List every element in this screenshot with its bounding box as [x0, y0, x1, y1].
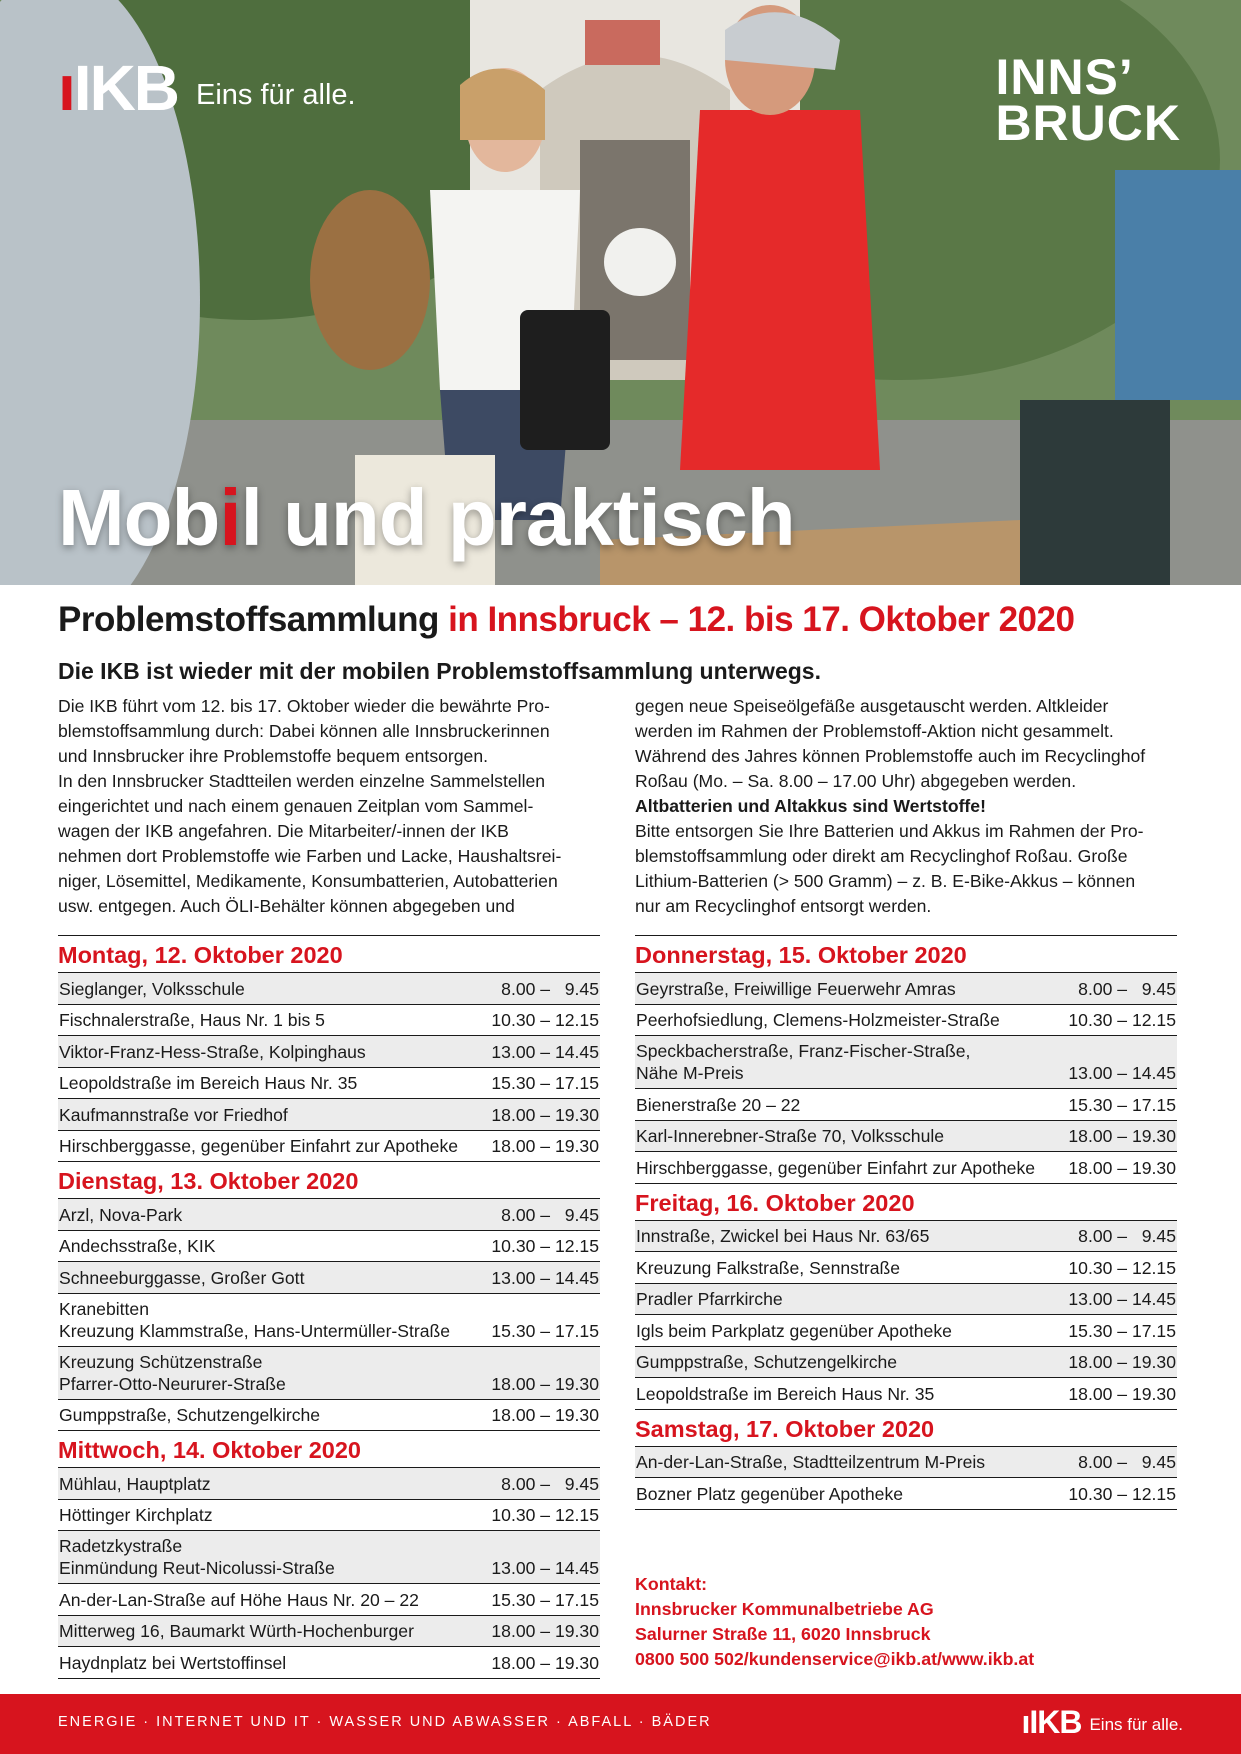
schedule-day-title: Mittwoch, 14. Oktober 2020 — [58, 1431, 600, 1468]
footer-logo-text: IKB — [1029, 1704, 1082, 1740]
schedule-location-line: Arzl, Nova-Park — [59, 1204, 183, 1225]
schedule-location-line: Hirschberggasse, gegenüber Einfahrt zur Apotheke — [636, 1157, 1036, 1178]
schedule-time: 18.00 – 19.30 — [1068, 1126, 1176, 1146]
schedule-location-line: Gumppstraße, Schutzengelkirche — [636, 1352, 898, 1372]
schedule-location — [635, 1479, 903, 1505]
schedule-row — [58, 1468, 600, 1500]
schedule-time: 18.00 – 19.30 — [491, 1136, 599, 1156]
schedule-row — [635, 1315, 1177, 1347]
schedule-day-title: Montag, 12. Oktober 2020 — [58, 936, 600, 973]
intro-line: Die IKB führt vom 12. bis 17. Oktober wieder die bewährte Pro- — [58, 696, 550, 716]
intro-line: eingerichtet und nach einem genauen Zeitplan vom Sammel- — [58, 796, 534, 816]
schedule-time: 8.00 – 9.45 — [1078, 1226, 1176, 1246]
schedule-location-line: Geyrstraße, Freiwillige Feuerwehr Amras — [636, 978, 956, 999]
schedule-row — [58, 1647, 600, 1679]
schedule-location-line: Innstraße, Zwickel bei Haus Nr. 63/65 — [636, 1226, 930, 1246]
schedule-time: 15.30 – 17.15 — [491, 1073, 599, 1093]
schedule-row — [58, 1068, 600, 1100]
intro-line: usw. entgegen. Auch ÖLI-Behälter können abgegeben und — [58, 896, 515, 916]
schedule-location-line: Gumppstraße, Schutzengelkirche — [59, 1405, 321, 1425]
hero-title-part1: Mob — [58, 473, 220, 562]
schedule-row — [58, 1036, 600, 1068]
schedule-location-line: An-der-Lan-Straße auf Höhe Haus Nr. 20 – 22 — [59, 1589, 419, 1610]
schedule-row — [635, 1089, 1177, 1121]
intro-text-left — [58, 694, 598, 919]
schedule-location-line: Bienerstraße 20 – 22 — [636, 1094, 801, 1115]
schedule-location-line: Bozner Platz gegenüber Apotheke — [636, 1483, 904, 1504]
schedule-location — [58, 1500, 213, 1526]
schedule-time: 8.00 – 9.45 — [1078, 1452, 1176, 1472]
schedule-location — [635, 1316, 952, 1342]
schedule-time: 13.00 – 14.45 — [491, 1041, 599, 1062]
schedule-location — [58, 1294, 450, 1342]
schedule-location-line: Pradler Pfarrkirche — [636, 1289, 783, 1309]
innsbruck-logo-line2: BRUCK — [995, 95, 1181, 151]
schedule-location — [58, 1068, 357, 1094]
schedule-day — [58, 1431, 600, 1679]
schedule-time: 10.30 – 12.15 — [491, 1236, 599, 1256]
schedule-time: 18.00 – 19.30 — [1068, 1352, 1176, 1372]
ikb-logo-mark — [58, 52, 178, 124]
schedule-time: 13.00 – 14.45 — [1068, 1289, 1176, 1309]
schedule-row — [58, 1099, 600, 1131]
schedule-column-right — [635, 935, 1177, 1510]
schedule-location — [635, 1005, 1000, 1031]
schedule-row — [58, 1500, 600, 1532]
schedule-column-left — [58, 935, 600, 1679]
schedule-location-line: An-der-Lan-Straße, Stadtteilzentrum M-Preis — [636, 1452, 986, 1472]
schedule-location — [635, 1090, 800, 1116]
page-headline — [58, 600, 1074, 640]
schedule-day-title: Dienstag, 13. Oktober 2020 — [58, 1162, 600, 1199]
schedule-row — [58, 1584, 600, 1616]
schedule-time: 18.00 – 19.30 — [491, 1621, 599, 1641]
intro-line: blemstoffsammlung oder direkt am Recyclinghof Roßau. Große — [635, 846, 1128, 866]
schedule-location — [58, 1469, 211, 1495]
schedule-row — [58, 1262, 600, 1294]
schedule-location — [58, 1131, 458, 1157]
schedule-location — [635, 974, 956, 1000]
schedule-row — [635, 1347, 1177, 1379]
schedule-time: 18.00 – 19.30 — [1068, 1383, 1176, 1404]
footer-ikb-logo — [1021, 1706, 1183, 1738]
schedule-day-title: Samstag, 17. Oktober 2020 — [635, 1410, 1177, 1447]
ikb-logo-text: IKB — [73, 52, 178, 124]
innsbruck-logo — [995, 49, 1181, 151]
schedule-row — [58, 973, 600, 1005]
schedule-row — [635, 1036, 1177, 1089]
schedule-row — [58, 1347, 600, 1400]
ikb-logo-red-mark: ı — [58, 52, 74, 124]
schedule-time: 15.30 – 17.15 — [491, 1320, 599, 1341]
contact-company: Innsbrucker Kommunalbetriebe AG — [635, 1599, 934, 1619]
schedule-time: 18.00 – 19.30 — [1068, 1157, 1176, 1178]
footer-bar — [0, 1694, 1241, 1754]
schedule-location-line: Leopoldstraße im Bereich Haus Nr. 35 — [59, 1073, 358, 1093]
intro-line: und Innsbrucker ihre Problemstoffe bequem entsorgen. — [58, 746, 488, 766]
schedule-location-line: Viktor-Franz-Hess-Straße, Kolpinghaus — [59, 1041, 366, 1062]
schedule-time: 8.00 – 9.45 — [501, 1204, 599, 1225]
schedule-location — [58, 1616, 414, 1642]
schedule-location — [635, 1153, 1035, 1179]
schedule-time: 18.00 – 19.30 — [491, 1405, 599, 1425]
schedule-location-line: Mitterweg 16, Baumarkt Würth-Hochenburger — [59, 1621, 414, 1641]
schedule-row — [635, 1284, 1177, 1316]
intro-line: gegen neue Speiseölgefäße ausgetauscht werden. Altkleider — [635, 696, 1109, 716]
schedule-row — [58, 1005, 600, 1037]
schedule-location-line: Sieglanger, Volksschule — [59, 978, 245, 999]
contact-block — [635, 1572, 1034, 1672]
schedule-time: 18.00 – 19.30 — [491, 1373, 599, 1394]
schedule-time: 10.30 – 12.15 — [1068, 1257, 1176, 1278]
intro-line: Bitte entsorgen Sie Ihre Batterien und Akkus im Rahmen der Pro- — [635, 821, 1144, 841]
schedule-location-line: Hirschberggasse, gegenüber Einfahrt zur Apotheke — [59, 1136, 459, 1156]
schedule-day — [635, 935, 1177, 1184]
schedule-location-line: Höttinger Kirchplatz — [59, 1505, 213, 1525]
schedule-location-line: Schneeburggasse, Großer Gott — [59, 1267, 305, 1288]
schedule-row — [58, 1199, 600, 1231]
contact-address: Salurner Straße 11, 6020 Innsbruck — [635, 1624, 931, 1644]
schedule-location-line: Pfarrer-Otto-Neururer-Straße — [59, 1373, 286, 1394]
intro-line: blemstoffsammlung durch: Dabei können alle Innsbruckerinnen — [58, 721, 550, 741]
headline-black: Problemstoffsammlung — [58, 600, 439, 639]
schedule-time: 10.30 – 12.15 — [491, 1010, 599, 1030]
schedule-row — [635, 1005, 1177, 1037]
schedule-time: 8.00 – 9.45 — [501, 1473, 599, 1494]
intro-line: Lithium-Batterien (> 500 Gramm) – z. B. E-Bike-Akkus – können — [635, 871, 1136, 891]
schedule-time: 10.30 – 12.15 — [491, 1505, 599, 1525]
schedule-location-line: Igls beim Parkplatz gegenüber Apotheke — [636, 1320, 952, 1341]
schedule-location — [635, 1447, 985, 1473]
schedule-time: 8.00 – 9.45 — [501, 978, 599, 999]
schedule-location — [635, 1253, 900, 1279]
footer-logo-dot: ı — [1021, 1704, 1030, 1740]
intro-bold-line: Altbatterien und Altakkus sind Wertstoffe! — [635, 796, 986, 816]
footer-slogan: Eins für alle. — [1089, 1715, 1183, 1734]
schedule-location — [635, 1347, 897, 1373]
schedule-day-title: Freitag, 16. Oktober 2020 — [635, 1184, 1177, 1221]
intro-line: Während des Jahres können Problemstoffe auch im Recyclinghof — [635, 746, 1146, 766]
schedule-day — [635, 1184, 1177, 1410]
contact-phone-web[interactable]: 0800 500 502/kundenservice@ikb.at/www.ikb.at — [635, 1649, 1035, 1669]
ikb-logo — [58, 52, 356, 124]
schedule-location-line: Peerhofsiedlung, Clemens-Holzmeister-Straße — [636, 1010, 1000, 1030]
schedule-day-title: Donnerstag, 15. Oktober 2020 — [635, 936, 1177, 973]
intro-line: nehmen dort Problemstoffe wie Farben und Lacke, Haushaltsrei- — [58, 846, 562, 866]
schedule-time: 8.00 – 9.45 — [1078, 978, 1176, 999]
headline-red: in Innsbruck – 12. bis 17. Oktober 2020 — [438, 600, 1075, 639]
schedule-location — [635, 1036, 970, 1084]
schedule-day — [635, 1410, 1177, 1510]
ikb-slogan: Eins für alle. — [196, 79, 356, 111]
schedule-time: 13.00 – 14.45 — [491, 1558, 599, 1578]
schedule-location-line: Kranebitten — [59, 1298, 149, 1319]
footer-logo-mark — [1021, 1706, 1081, 1738]
schedule-location-line: Kreuzung Klammstraße, Hans-Untermüller-Straße — [59, 1320, 451, 1341]
intro-line: In den Innsbrucker Stadtteilen werden einzelne Sammelstellen — [58, 771, 546, 791]
schedule-location — [635, 1121, 944, 1147]
schedule-time: 10.30 – 12.15 — [1068, 1483, 1176, 1504]
schedule-location-line: Andechsstraße, KIK — [59, 1236, 216, 1256]
schedule-row — [58, 1616, 600, 1648]
schedule-location-line: Kreuzung Schützenstraße — [59, 1351, 263, 1372]
schedule-time: 15.30 – 17.15 — [1068, 1094, 1176, 1115]
schedule-row — [635, 1447, 1177, 1479]
schedule-location-line: Mühlau, Hauptplatz — [59, 1473, 211, 1494]
schedule-location-line: Karl-Innerebner-Straße 70, Volksschule — [636, 1126, 945, 1146]
hero-title-part2: l und praktisch — [240, 473, 795, 562]
schedule-time: 10.30 – 12.15 — [1068, 1010, 1176, 1030]
schedule-time: 15.30 – 17.15 — [1068, 1320, 1176, 1341]
schedule-location-line: Fischnalerstraße, Haus Nr. 1 bis 5 — [59, 1010, 325, 1030]
intro-line: nur am Recyclinghof entsorgt werden. — [635, 896, 932, 916]
schedule-time: 18.00 – 19.30 — [491, 1104, 599, 1125]
schedule-time: 15.30 – 17.15 — [491, 1589, 599, 1610]
schedule-location — [635, 1221, 929, 1247]
schedule-time: 13.00 – 14.45 — [1068, 1063, 1176, 1083]
schedule-row — [635, 973, 1177, 1005]
schedule-location — [58, 1005, 325, 1031]
contact-label: Kontakt: — [635, 1574, 708, 1594]
schedule-row — [58, 1131, 600, 1163]
schedule-location — [635, 1284, 783, 1310]
schedule-location-line: Radetzkystraße — [59, 1536, 183, 1556]
schedule-location-line: Leopoldstraße im Bereich Haus Nr. 35 — [636, 1383, 935, 1404]
schedule-location-line: Kaufmannstraße vor Friedhof — [59, 1104, 288, 1125]
schedule-row — [635, 1378, 1177, 1410]
schedule-location — [58, 1100, 288, 1126]
hero-image — [0, 0, 1241, 585]
schedule-location — [58, 1531, 335, 1579]
schedule-location — [58, 974, 245, 1000]
intro-line: Roßau (Mo. – Sa. 8.00 – 17.00 Uhr) abgegeben werden. — [635, 771, 1077, 791]
schedule-row — [58, 1400, 600, 1432]
hero-title — [58, 473, 795, 562]
schedule-row — [58, 1531, 600, 1584]
schedule-location — [58, 1037, 366, 1063]
schedule-time: 18.00 – 19.30 — [491, 1652, 599, 1673]
intro-line: niger, Lösemittel, Medikamente, Konsumbatterien, Autobatterien — [58, 871, 558, 891]
schedule-location — [58, 1585, 419, 1611]
schedule-row — [58, 1294, 600, 1347]
schedule-day — [58, 935, 600, 1162]
schedule-row — [635, 1478, 1177, 1510]
schedule-location-line: Kreuzung Falkstraße, Sennstraße — [636, 1257, 901, 1278]
subheadline: Die IKB ist wieder mit der mobilen Problemstoffsammlung unterwegs. — [58, 658, 821, 684]
intro-text-right — [635, 694, 1185, 919]
schedule-row — [635, 1221, 1177, 1253]
schedule-row — [635, 1121, 1177, 1153]
intro-line: werden im Rahmen der Problemstoff-Aktion nicht gesammelt. — [635, 721, 1114, 741]
schedule-location — [58, 1200, 182, 1226]
schedule-location-line: Einmündung Reut-Nicolussi-Straße — [59, 1558, 335, 1578]
schedule-location — [635, 1379, 934, 1405]
schedule-location — [58, 1263, 304, 1289]
schedule-row — [58, 1231, 600, 1263]
hero-title-red-i: i — [219, 473, 241, 562]
schedule-location — [58, 1400, 320, 1426]
schedule-location-line: Nähe M-Preis — [636, 1063, 744, 1083]
schedule-row — [635, 1152, 1177, 1184]
schedule-location — [58, 1231, 215, 1257]
schedule-location — [58, 1648, 286, 1674]
schedule-location-line: Haydnplatz bei Wertstoffinsel — [59, 1652, 287, 1673]
footer-nav: ENERGIE · INTERNET UND IT · WASSER UND ABWASSER · ABFALL · BÄDER — [58, 1714, 712, 1730]
schedule-day — [58, 1162, 600, 1431]
intro-line: wagen der IKB angefahren. Die Mitarbeiter/-innen der IKB — [58, 821, 509, 841]
schedule-location — [58, 1347, 286, 1395]
schedule-row — [635, 1252, 1177, 1284]
innsbruck-logo-line1: INNS’ — [995, 49, 1134, 105]
schedule-time: 13.00 – 14.45 — [491, 1267, 599, 1288]
schedule-location-line: Speckbacherstraße, Franz-Fischer-Straße, — [636, 1041, 971, 1061]
